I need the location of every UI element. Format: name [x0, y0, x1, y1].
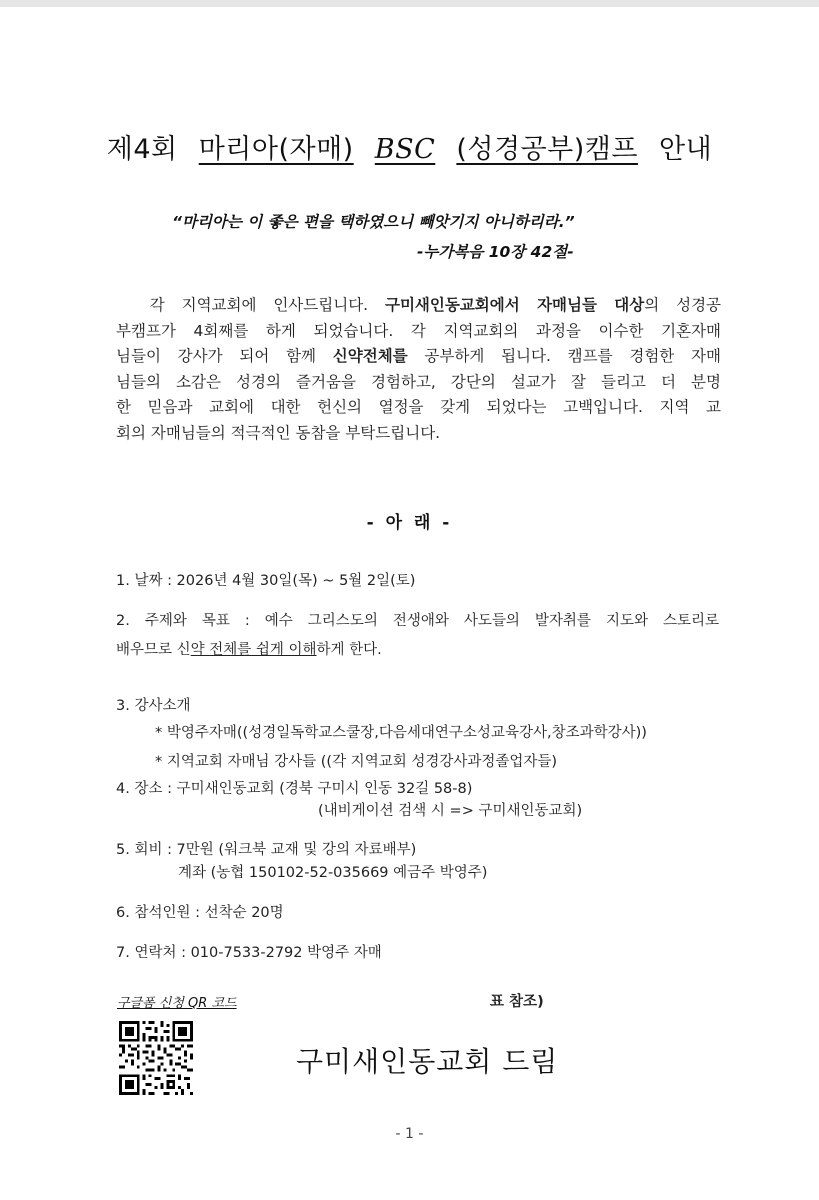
intro-paragraph	[116, 293, 721, 446]
item-speakers: 3. 강사소개	[116, 698, 191, 714]
item-theme-line-1: 2. 주제와 목표 : 예수 그리스도의 전생애와 사도들의 발자취를 지도와 스토리로	[116, 613, 719, 629]
intro-bold-subject: 신약전체를	[332, 347, 408, 365]
item-account: 계좌 (농협 150102-52-035669 예금주 박영주)	[178, 865, 488, 881]
intro-text: 님들이 강사가 되어 함께	[116, 347, 333, 365]
verse-quote: “마리아는 이 좋은 편을 택하였으니 빼앗기지 아니하리라.”	[172, 213, 575, 231]
title-underlined-2: (성경공부)캠프	[456, 134, 638, 165]
title-bsc: BSC	[374, 134, 436, 165]
intro-line-3	[116, 344, 721, 370]
qr-code-image[interactable]	[119, 1021, 193, 1095]
top-bar	[0, 0, 819, 7]
speaker-1: * 박영주자매((성경일독학교스쿨장,다음세대연구소성교육강사,창조과학강사))	[155, 725, 647, 741]
theme-text: 배우므로 신	[116, 642, 191, 658]
intro-line-4: 님들의 소감은 성경의 즐거움을 경험하고, 강단의 설교가 잘 들리고 더 분명	[116, 372, 721, 391]
qr-code-label: 구글폼 신청 QR 코드	[117, 996, 237, 1011]
page-title	[0, 127, 819, 166]
page-number: - 1 -	[395, 1126, 424, 1142]
item-attendees: 6. 참석인원 : 선착순 20명	[116, 905, 284, 921]
item-theme-line-2	[116, 638, 382, 659]
title-suffix: 안내	[659, 134, 713, 165]
intro-text: 의 성경공	[644, 296, 722, 314]
title-underlined-1: 마리아(자매)	[198, 134, 354, 165]
signature: 구미새인동교회 드림	[296, 1045, 559, 1078]
intro-text: 각 지역교회에 인사드립니다.	[149, 296, 385, 314]
intro-line-2: 부캠프가 4회째를 하게 되었습니다. 각 지역교회의 과정을 이수한 기혼자매	[116, 321, 721, 340]
intro-line-1	[116, 293, 721, 319]
intro-line-5: 한 믿음과 교회에 대한 헌신의 열정을 갖게 되었다는 고백입니다. 지역 교	[116, 398, 721, 416]
section-heading: - 아 래 -	[366, 513, 453, 533]
item-date: 1. 날짜 : 2026년 4월 30일(목) ~ 5월 2일(토)	[116, 573, 416, 589]
item-place-navigation: (내비게이션 검색 시 => 구미새인동교회)	[318, 803, 583, 819]
title-prefix: 제4회	[106, 134, 178, 165]
intro-line-6: 회의 자매님들의 적극적인 동참을 부탁드립니다.	[116, 423, 441, 442]
item-place: 4. 장소 : 구미새인동교회 (경북 구미시 인동 32길 58-8)	[116, 781, 473, 797]
intro-bold-target: 구미새인동교회에서 자매님들 대상	[384, 296, 645, 314]
intro-text: 공부하게 됩니다. 캠프를 경험한 자매	[407, 347, 721, 365]
item-fee: 5. 회비 : 7만원 (워크북 교재 및 강의 자료배부)	[116, 842, 417, 858]
item-contact: 7. 연락처 : 010-7533-2792 박영주 자매	[116, 945, 382, 961]
theme-underlined: 약 전체를 쉽게 이해	[190, 642, 317, 658]
verse-reference: -누가복음 10장 42절-	[417, 243, 574, 261]
reference-note: 표 참조)	[490, 994, 544, 1010]
theme-text: 하게 한다.	[316, 642, 382, 658]
speaker-2: * 지역교회 자매님 강사들 ((각 지역교회 성경강사과정졸업자들)	[155, 754, 558, 770]
